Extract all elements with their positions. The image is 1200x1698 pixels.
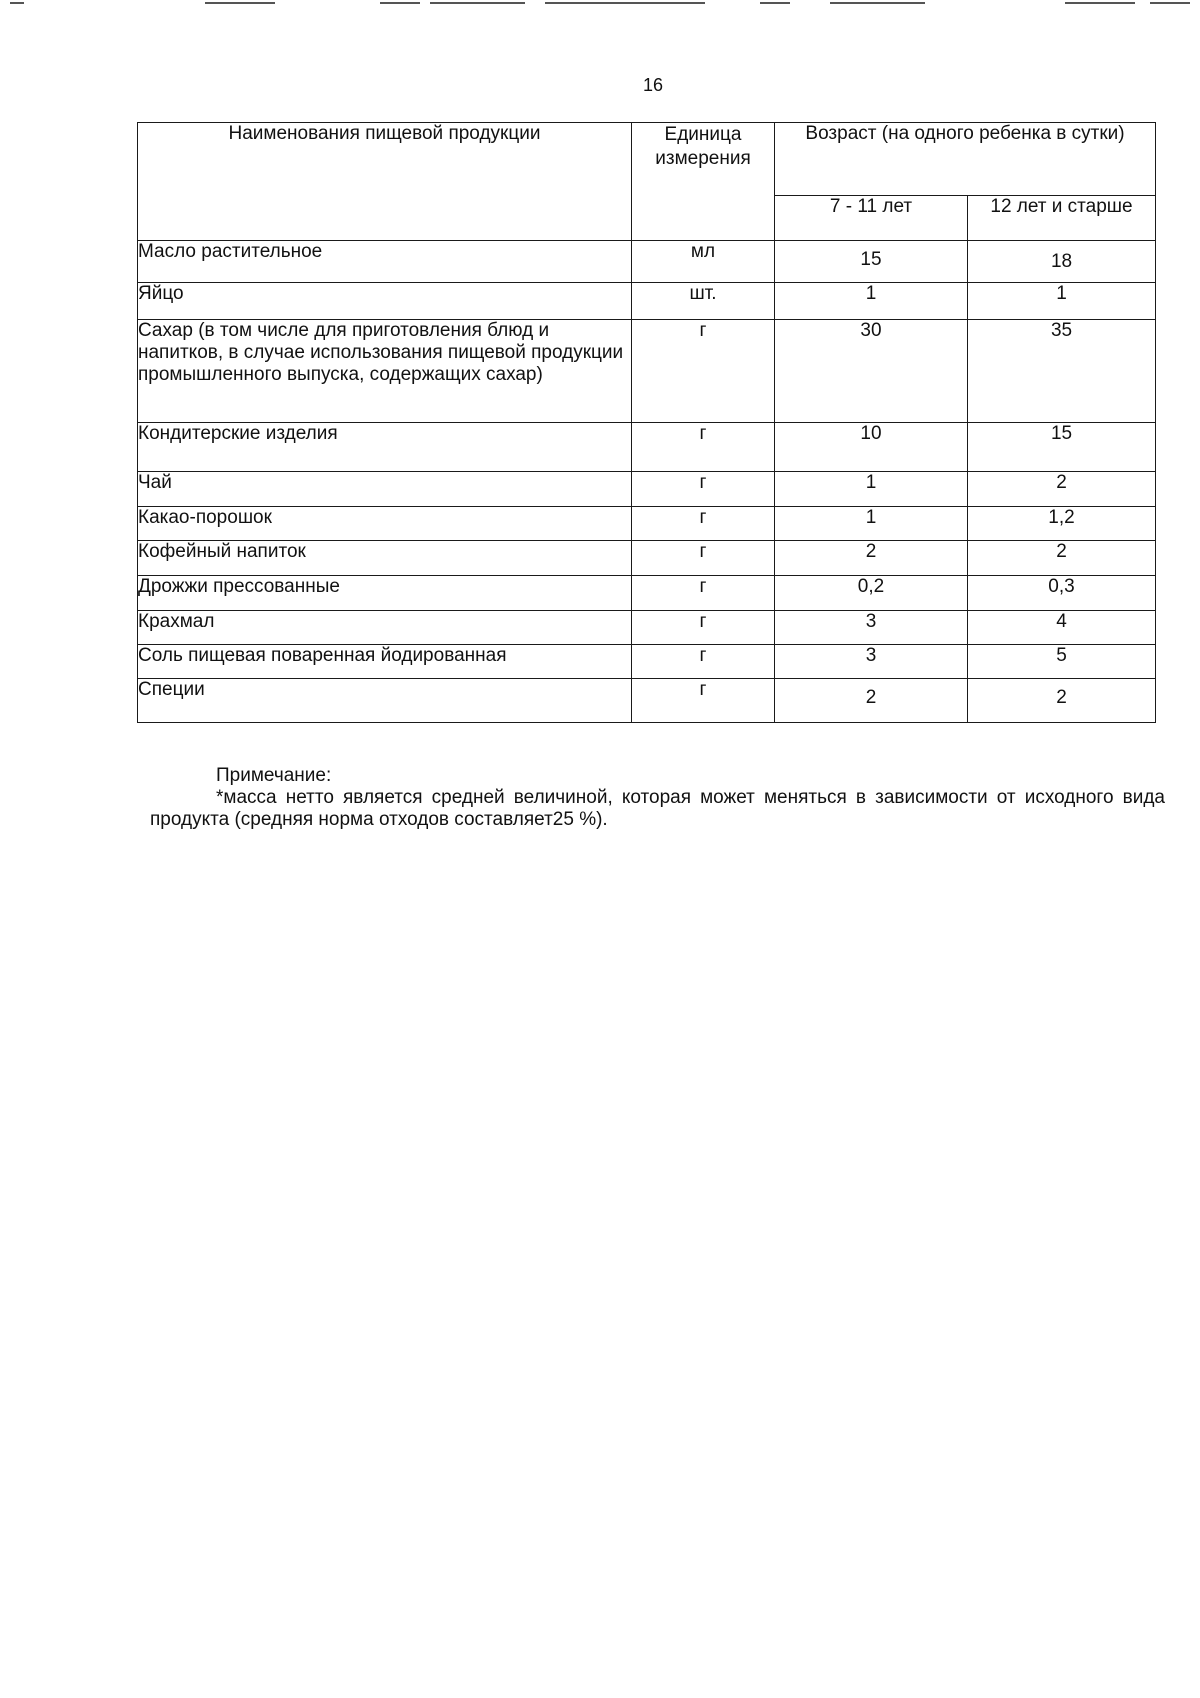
table-row xyxy=(138,320,1156,423)
footnote xyxy=(150,765,1165,831)
header-age-12-plus: 12 лет и старше xyxy=(968,195,1156,240)
value-7-11: 2 xyxy=(775,679,968,723)
table-row xyxy=(138,507,1156,541)
product-unit: г xyxy=(632,541,775,576)
product-name: Какао-порошок xyxy=(138,507,632,541)
value-12-plus: 2 xyxy=(968,472,1156,507)
table-row xyxy=(138,283,1156,320)
product-unit: г xyxy=(632,472,775,507)
value-7-11: 2 xyxy=(775,541,968,576)
value-7-11: 3 xyxy=(775,645,968,679)
header-age-7-11: 7 - 11 лет xyxy=(775,195,968,240)
header-age-group: Возраст (на одного ребенка в сутки) xyxy=(775,123,1156,196)
value-12-plus: 5 xyxy=(968,645,1156,679)
note-text: *масса нетто является средней величиной, которая может меняться в зависимости от исходного вида продукта (средняя норма отходов составляет25 %). xyxy=(150,787,1165,830)
product-unit: г xyxy=(632,679,775,723)
value-12-plus: 15 xyxy=(968,423,1156,472)
table-row xyxy=(138,576,1156,611)
scan-artifact-top xyxy=(0,0,1200,10)
product-name: Соль пищевая поваренная йодированная xyxy=(138,645,632,679)
note-title: Примечание: xyxy=(216,765,332,786)
product-unit: г xyxy=(632,507,775,541)
value-7-11: 1 xyxy=(775,472,968,507)
product-unit: г xyxy=(632,645,775,679)
product-name: Дрожжи прессованные xyxy=(138,576,632,611)
value-12-plus: 1 xyxy=(968,283,1156,320)
product-unit: г xyxy=(632,611,775,645)
food-norms-table xyxy=(137,122,1156,723)
table-row xyxy=(138,541,1156,576)
table-row xyxy=(138,645,1156,679)
value-12-plus: 1,2 xyxy=(968,507,1156,541)
product-name: Чай xyxy=(138,472,632,507)
value-12-plus: 2 xyxy=(968,679,1156,723)
table-row xyxy=(138,423,1156,472)
product-name: Масло растительное xyxy=(138,241,632,283)
value-7-11: 3 xyxy=(775,611,968,645)
product-unit: мл xyxy=(632,241,775,283)
value-12-plus: 35 xyxy=(968,320,1156,423)
value-12-plus: 18 xyxy=(968,241,1156,283)
header-product-name: Наименования пищевой продукции xyxy=(138,123,632,241)
product-unit: г xyxy=(632,423,775,472)
table-row xyxy=(138,679,1156,723)
product-name: Сахар (в том числе для приготовления блюд и напитков, в случае использования пищевой продукции промышленного выпуска, содержащих сахар) xyxy=(138,320,632,423)
value-7-11: 1 xyxy=(775,283,968,320)
product-name: Крахмал xyxy=(138,611,632,645)
value-7-11: 15 xyxy=(775,241,968,283)
table-row xyxy=(138,241,1156,283)
product-name: Кофейный напиток xyxy=(138,541,632,576)
value-12-plus: 2 xyxy=(968,541,1156,576)
product-name: Специи xyxy=(138,679,632,723)
product-unit: шт. xyxy=(632,283,775,320)
product-unit: г xyxy=(632,320,775,423)
table-row xyxy=(138,472,1156,507)
value-7-11: 30 xyxy=(775,320,968,423)
value-12-plus: 4 xyxy=(968,611,1156,645)
product-name: Яйцо xyxy=(138,283,632,320)
value-7-11: 1 xyxy=(775,507,968,541)
table-row xyxy=(138,611,1156,645)
header-unit: Единица измерения xyxy=(632,123,775,241)
value-7-11: 10 xyxy=(775,423,968,472)
product-name: Кондитерские изделия xyxy=(138,423,632,472)
product-unit: г xyxy=(632,576,775,611)
value-12-plus: 0,3 xyxy=(968,576,1156,611)
value-7-11: 0,2 xyxy=(775,576,968,611)
page-number: 16 xyxy=(642,75,664,95)
